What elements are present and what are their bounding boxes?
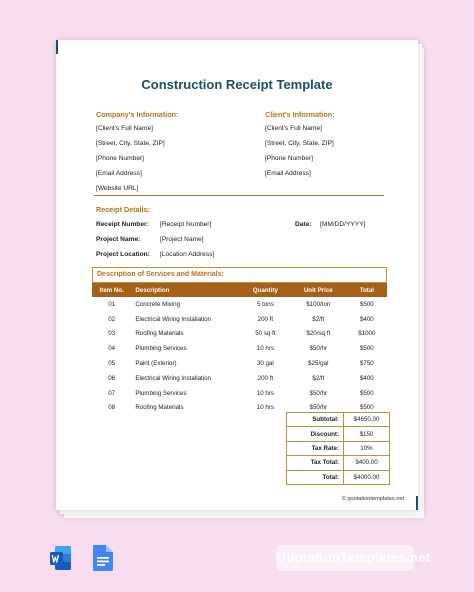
table-row [92,386,387,401]
project-name-label: Project Name: [96,236,141,243]
total-label: Total: [287,470,344,484]
column-header-item-no: Item No. [92,283,131,297]
item-no-cell: 05 [108,360,116,368]
unit-price-cell: $2/ft [312,374,325,382]
client-line: [Street, City, State, ZIP] [265,140,334,147]
total-cell: $400 [359,315,374,323]
column-header-total: Total [347,283,387,297]
client-line: [Client's Full Name] [265,125,322,132]
document-title: Construction Receipt Template [141,77,333,92]
client-line: [Phone Number] [265,155,314,162]
quantity-cell: 50 sq ft [255,330,276,338]
subtotal-value: $4650.00 [344,413,390,427]
company-info-heading: Company's Information: [96,110,179,119]
google-docs-icon[interactable] [92,544,114,572]
description-cell: Electrical Wiring Installation [135,315,211,323]
quantity-cell: 10 hrs [256,389,274,397]
quantity-cell: 10 hrs [256,404,274,412]
table-row [92,341,387,356]
discount-value: $150 [344,427,390,441]
quantity-cell: 10 hrs [256,345,274,353]
project-name-value: [Project Name] [160,236,204,243]
item-no-cell: 04 [108,345,116,353]
summary-row [287,470,390,484]
company-line: [Street, City, State, ZIP] [96,140,165,147]
client-info-heading: Client's Information: [265,110,335,119]
table-row [92,297,387,312]
services-heading: Description of Services and Materials: [97,271,224,278]
table-row [92,327,387,342]
column-header-description: Description [131,283,241,297]
item-no-cell: 06 [108,374,116,382]
summary-row [287,456,390,470]
item-no-cell: 03 [108,330,116,338]
column-header-quantity: Quantity [241,283,290,297]
item-no-cell: 08 [108,404,116,412]
brand-watermark: QuotationTemplates.net [276,545,414,571]
tax-rate-label: Tax Rate: [287,441,344,455]
description-cell: Concrete Mixing [135,300,181,308]
total-cell: $1000 [358,330,376,338]
company-line: [Email Address] [96,170,142,177]
company-line: [Phone Number] [96,155,145,162]
unit-price-cell: $25/gal [308,360,329,368]
items-table [92,283,387,415]
total-cell: $500 [359,300,374,308]
unit-price-cell: $50/hr [309,345,328,353]
section-divider [94,195,384,196]
unit-price-cell: $50/hr [309,389,328,397]
description-cell: Paint (Exterior) [135,360,177,368]
unit-price-cell: $100/ton [306,300,331,308]
credit-text: © quotationtemplates.net [341,496,404,502]
total-cell: $500 [359,389,374,397]
date-value: [MM/DD/YYYY] [320,221,366,228]
quantity-cell: 200 ft [257,315,274,323]
total-cell: $500 [359,345,374,353]
date-label: Date: [295,221,312,228]
tax-total-value: $400.00 [344,456,390,470]
table-row [92,371,387,386]
summary-row [287,427,390,441]
quantity-cell: 30 gal [256,360,274,368]
project-location-value: [Location Address] [160,251,215,258]
table-header-row [92,283,387,297]
receipt-number-label: Receipt Number: [96,221,149,228]
table-row [92,312,387,327]
item-no-cell: 07 [108,389,116,397]
total-value: $4000.00 [344,470,390,484]
quantity-cell: 5 tons [256,300,274,308]
column-header-unit-price: Unit Price [290,283,347,297]
company-line: [Website URL] [96,185,139,192]
microsoft-word-icon[interactable] [50,544,72,572]
tax-rate-value: 10% [344,441,390,455]
client-line: [Email Address] [265,170,311,177]
corner-mark [56,40,58,54]
services-heading-box [92,267,387,283]
item-no-cell: 02 [108,315,116,323]
unit-price-cell: $20/sq ft [306,330,331,338]
discount-label: Discount: [287,427,344,441]
description-cell: Roofing Materials [135,404,184,412]
summary-table [286,412,390,485]
summary-row [287,413,390,427]
description-cell: Plumbing Services [135,345,187,353]
company-line: [Client's Full Name] [96,125,153,132]
description-cell: Plumbing Services [135,389,187,397]
description-cell: Roofing Materials [135,330,184,338]
total-cell: $500 [359,404,374,412]
receipt-details-heading: Receipt Details: [96,205,150,214]
subtotal-label: Subtotal: [287,413,344,427]
receipt-number-value: [Receipt Number] [160,221,212,228]
receipt-document [56,40,418,510]
quantity-cell: 200 ft [257,374,274,382]
table-row [92,356,387,371]
project-location-label: Project Location: [96,251,150,258]
unit-price-cell: $50/hr [309,404,328,412]
corner-mark [416,496,418,510]
total-cell: $400 [359,374,374,382]
summary-row [287,441,390,455]
total-cell: $750 [359,360,374,368]
unit-price-cell: $2/ft [312,315,325,323]
tax-total-label: Tax Total: [287,456,344,470]
item-no-cell: 01 [108,300,116,308]
description-cell: Electrical Wiring Installation [135,374,211,382]
